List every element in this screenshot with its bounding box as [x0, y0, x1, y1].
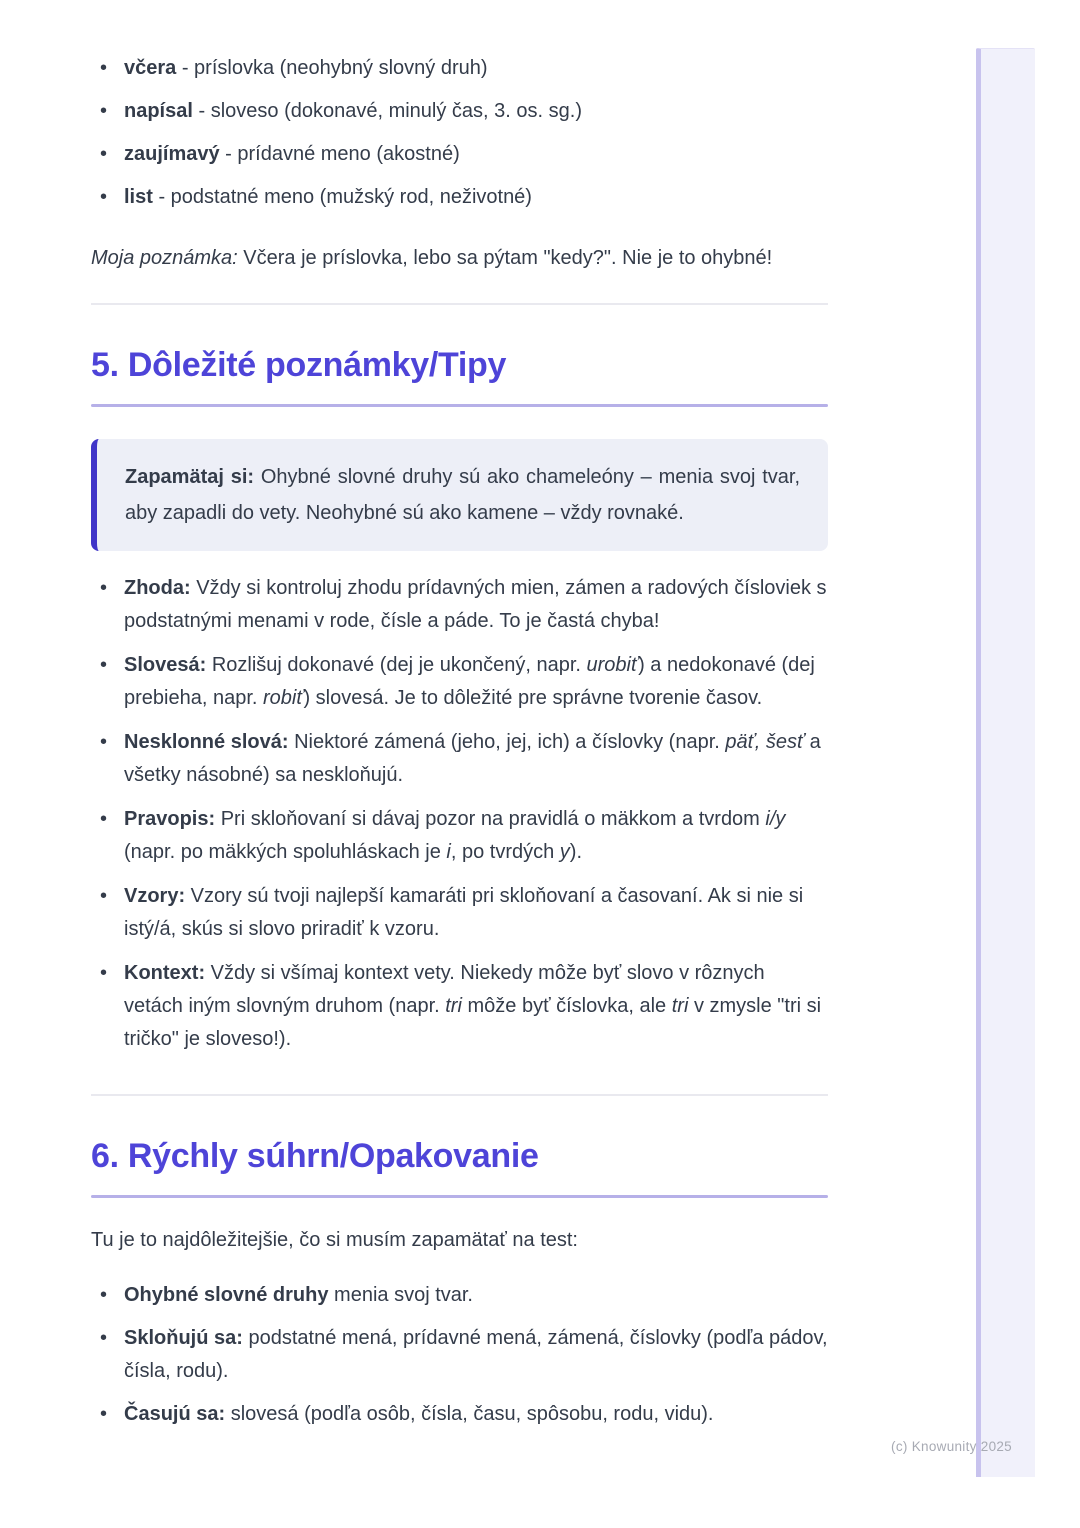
personal-note: Moja poznámka: Včera je príslovka, lebo sa pýtam "kedy?". Nie je to ohybné! — [91, 247, 773, 269]
section-6-heading: 6. Rýchly súhrn/Opakovanie — [91, 1137, 539, 1175]
summary-item: • Ohybné slovné druhy menia svoj tvar. — [91, 1279, 828, 1312]
section-divider — [91, 303, 828, 305]
tip-item: • Vzory: Vzory sú tvoji najlepší kamaráti pri skloňovaní a časovaní. Ak si nie si istý/á, skús si slovo priradiť k vzoru. — [91, 880, 828, 946]
word-analysis-list — [91, 52, 828, 214]
callout-text: Zapamätaj si: Ohybné slovné druhy sú ako chameleóny – menia svoj tvar, aby zapadli do vety. Neohybné sú ako kamene – vždy rovnaké. — [125, 466, 801, 524]
heading-underline — [91, 1195, 828, 1198]
tip-item: • Slovesá: Rozlišuj dokonavé (dej je ukončený, napr. urobiť) a nedokonavé (dej prebieha, napr. robiť) slovesá. Je to dôležité pre správne tvorenie časov. — [91, 649, 828, 715]
tip-item: • Pravopis: Pri skloňovaní si dávaj pozor na pravidlá o mäkkom a tvrdom i/y (napr. po mäkkých spoluhláskach je i, po tvrdých y). — [91, 803, 828, 869]
summary-intro: Tu je to najdôležitejšie, čo si musím zapamätať na test: — [91, 1229, 578, 1251]
summary-item: • Časujú sa: slovesá (podľa osôb, čísla, času, spôsobu, rodu, vidu). — [91, 1398, 828, 1431]
summary-item: • Skloňujú sa: podstatné mená, prídavné mená, zámená, číslovky (podľa pádov, čísla, rodu). — [91, 1322, 828, 1388]
document-content — [91, 0, 828, 1441]
footer-credit: (c) Knowunity 2025 — [891, 1439, 1012, 1454]
section-5-heading: 5. Dôležité poznámky/Tipy — [91, 346, 507, 384]
tips-list — [91, 572, 828, 1056]
word-item: • zaujímavý - prídavné meno (akostné) — [91, 138, 828, 171]
word-item: • napísal - sloveso (dokonavé, minulý čas, 3. os. sg.) — [91, 95, 828, 128]
tip-item: • Zhoda: Vždy si kontroluj zhodu prídavných mien, zámen a radových čísloviek s podstatnými menami v rode, čísle a páde. To je častá chyba! — [91, 572, 828, 638]
scrollbar-track[interactable] — [976, 48, 1035, 1477]
remember-callout — [91, 439, 828, 551]
section-divider — [91, 1094, 828, 1096]
summary-list — [91, 1279, 828, 1431]
tip-item: • Kontext: Vždy si všímaj kontext vety. Niekedy môže byť slovo v rôznych vetách iným slovným druhom (napr. tri môže byť číslovka, ale tri v zmysle "tri si tričko" je sloveso!). — [91, 957, 828, 1056]
heading-underline — [91, 404, 828, 407]
word-item: • včera - príslovka (neohybný slovný druh) — [91, 52, 828, 85]
word-item: • list - podstatné meno (mužský rod, neživotné) — [91, 181, 828, 214]
tip-item: • Nesklonné slová: Niektoré zámená (jeho, jej, ich) a číslovky (napr. päť, šesť a všetky násobné) sa neskloňujú. — [91, 726, 828, 792]
